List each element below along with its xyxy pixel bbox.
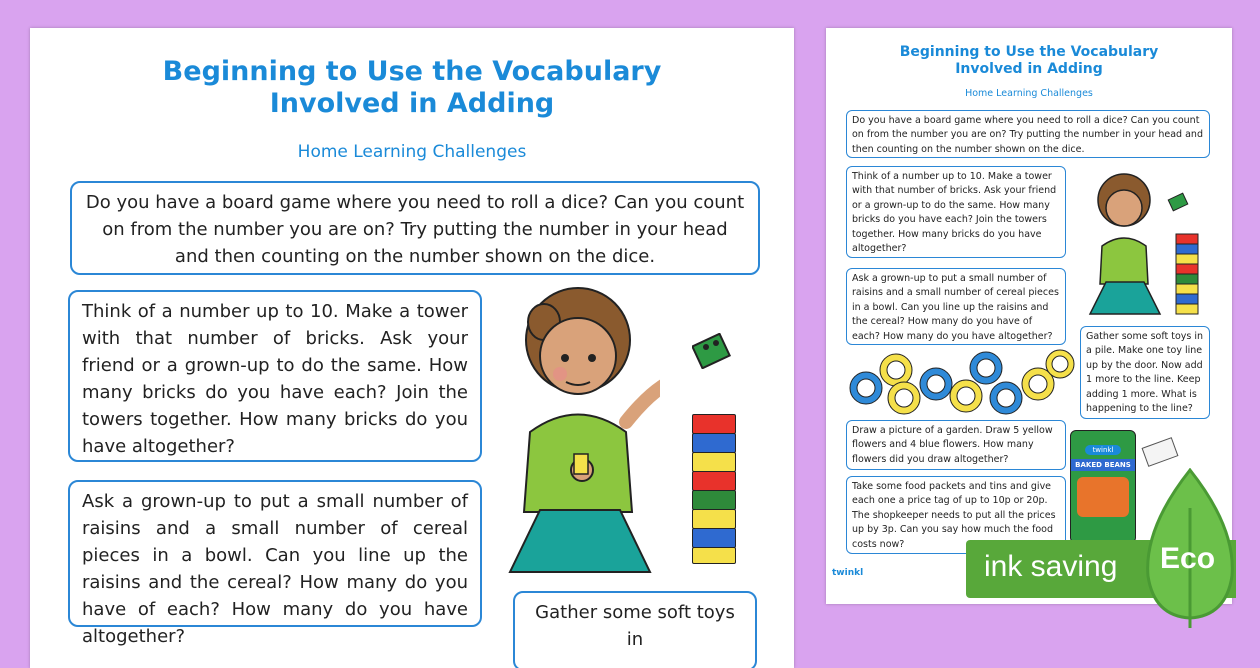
green-brick-in-hand-icon — [692, 333, 732, 369]
baked-beans-can — [1070, 430, 1136, 542]
preview-box-garden: Draw a picture of a garden. Draw 5 yellow flowers and 4 blue flowers. How many flowers did you draw altogether? — [846, 420, 1066, 470]
preview-title-line-2: Involved in Adding — [955, 60, 1103, 77]
preview-box-raisins: Ask a grown-up to put a small number of raisins and a small number of cereal pieces in a bowl. Can you line up the raisins and the cereal? How many do you have of each? How many do you have altogether? — [846, 268, 1066, 345]
challenge-box-dice: Do you have a board game where you need to roll a dice? Can you count on from the number you are on? Try putting the number in your head and then counting on the number shown on the dice. — [70, 181, 760, 275]
challenge-box-raisins: Ask a grown-up to put a small number of raisins and a small number of cereal pieces in a bowl. Can you line up the raisins and the cereal? How many do you have of each? How many do you have altogether? — [68, 480, 482, 627]
preview-subtitle: Home Learning Challenges — [965, 88, 1093, 99]
preview-box-tower: Think of a number up to 10. Make a tower with that number of bricks. Ask your friend or a grown-up to do the same. How many bricks do you have each? Join the towers together. How many bricks do you have altogether? — [846, 166, 1066, 258]
preview-box-toys: Gather some soft toys in a pile. Make one toy line up by the door. Now add 1 more to the line. Keep adding 1 more. What is happening to the line? — [1080, 326, 1210, 419]
brick-yellow — [692, 547, 736, 564]
title-line-2: Involved in Adding — [269, 88, 555, 120]
title-line-1: Beginning to Use the Vocabulary — [162, 56, 662, 87]
flowers-illustration — [846, 348, 1076, 418]
worksheet-zoomed-page — [30, 28, 794, 668]
brick-blue — [692, 528, 736, 548]
brick-red — [692, 471, 736, 491]
brick-yellow — [692, 509, 736, 529]
can-label: BAKED BEANS — [1071, 459, 1135, 471]
preview-title-line-1: Beginning to Use the Vocabulary — [899, 44, 1159, 60]
brick-yellow — [692, 452, 736, 472]
brick-green — [692, 490, 736, 510]
brick-red — [692, 414, 736, 434]
page-subtitle: Home Learning Challenges — [297, 142, 527, 162]
can-brand: twinkl — [1085, 445, 1121, 455]
girl-with-bricks-illustration — [500, 282, 660, 582]
eco-label: Eco — [1160, 542, 1216, 575]
challenge-box-tower: Think of a number up to 10. Make a tower with that number of bricks. Ask your friend or a grown-up to do the same. How many bricks do you have each? Join the towers together. How many bricks do you have altogether? — [68, 290, 482, 462]
beans-picture — [1077, 477, 1129, 517]
page-title — [30, 56, 794, 121]
brick-tower — [692, 414, 736, 564]
twinkl-logo: twinkl — [832, 568, 864, 578]
preview-girl-illustration — [1088, 168, 1208, 318]
ink-saving-text: ink saving — [984, 550, 1118, 583]
brick-blue — [692, 433, 736, 453]
challenge-box-toys-partial: Gather some soft toys in — [513, 591, 757, 668]
preview-box-shop: Take some food packets and tins and give each one a price tag of up to 10p or 20p. The shopkeeper needs to put all the prices up by 3p. Can you say how much the food costs now? — [846, 476, 1066, 554]
preview-title — [826, 44, 1232, 78]
preview-box-dice: Do you have a board game where you need to roll a dice? Can you count on from the number you are on? Try putting the number in your head and then counting on the number shown on the dice. — [846, 110, 1210, 158]
price-tag-icon — [1142, 437, 1179, 467]
